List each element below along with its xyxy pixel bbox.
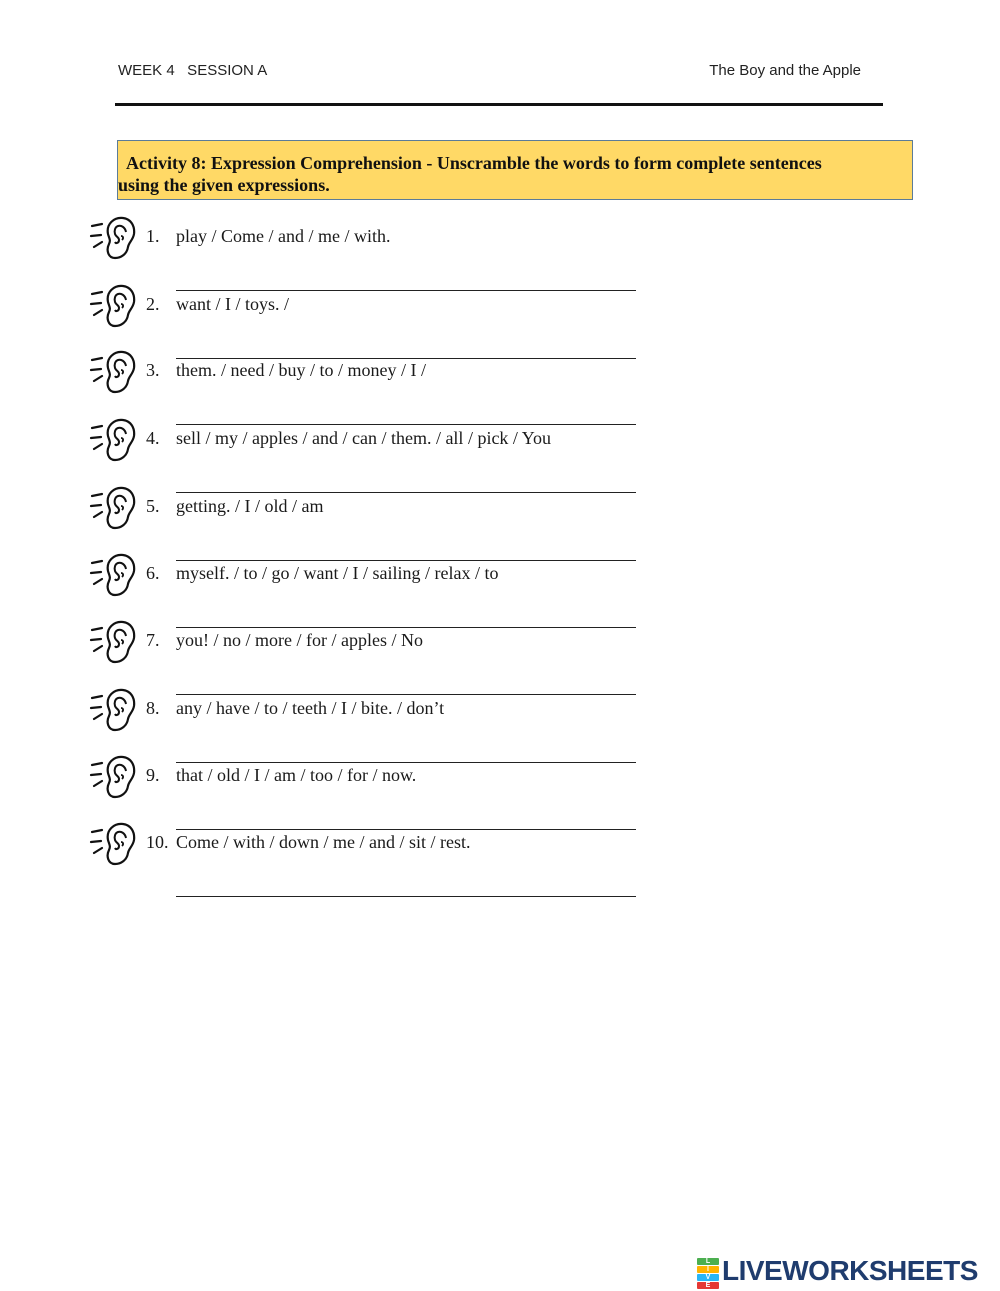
activity-title-line2: using the given expressions. xyxy=(118,175,330,195)
question-row xyxy=(88,555,688,615)
header-week-session: WEEK 4 SESSION A xyxy=(118,62,268,79)
scrambled-words: Come / with / down / me / and / sit / rest. xyxy=(176,832,471,852)
liveworksheets-logo xyxy=(697,1255,978,1289)
question-row xyxy=(88,286,688,346)
question-row xyxy=(88,488,688,548)
ear-listen-icon[interactable] xyxy=(88,753,138,801)
ear-listen-icon[interactable] xyxy=(88,618,138,666)
scrambled-words: you! / no / more / for / apples / No xyxy=(176,630,423,650)
question-row xyxy=(88,420,688,480)
logo-mark-letter: L xyxy=(697,1258,719,1265)
scrambled-words: getting. / I / old / am xyxy=(176,496,324,516)
question-row xyxy=(88,622,688,682)
ear-listen-icon[interactable] xyxy=(88,820,138,868)
question-number: 2. xyxy=(146,294,160,314)
question-number: 5. xyxy=(146,496,160,516)
question-number: 9. xyxy=(146,765,160,785)
ear-listen-icon[interactable] xyxy=(88,348,138,396)
activity-instructions-box xyxy=(117,140,913,200)
ear-listen-icon[interactable] xyxy=(88,282,138,330)
question-number: 1. xyxy=(146,226,160,246)
question-row xyxy=(88,824,688,884)
question-row xyxy=(88,757,688,817)
scrambled-words: myself. / to / go / want / I / sailing / relax / to xyxy=(176,563,499,583)
logo-mark-letter: I xyxy=(697,1266,719,1273)
scrambled-words: play / Come / and / me / with. xyxy=(176,226,391,246)
logo-mark-letter: V xyxy=(697,1274,719,1281)
liveworksheets-logo-text: LIVEWORKSHEETS xyxy=(722,1255,978,1286)
question-row xyxy=(88,690,688,750)
scrambled-words: them. / need / buy / to / money / I / xyxy=(176,360,426,380)
question-row xyxy=(88,352,688,412)
question-number: 4. xyxy=(146,428,160,448)
question-number: 10. xyxy=(146,832,169,852)
header-divider xyxy=(115,103,883,106)
header-story-title: The Boy and the Apple xyxy=(709,62,861,79)
liveworksheets-logo-mark xyxy=(697,1258,719,1289)
ear-listen-icon[interactable] xyxy=(88,484,138,532)
question-number: 6. xyxy=(146,563,160,583)
answer-input[interactable] xyxy=(176,870,636,897)
question-number: 3. xyxy=(146,360,160,380)
logo-mark-letter: E xyxy=(697,1282,719,1289)
ear-listen-icon[interactable] xyxy=(88,551,138,599)
ear-listen-icon[interactable] xyxy=(88,214,138,262)
scrambled-words: that / old / I / am / too / for / now. xyxy=(176,765,417,785)
question-number: 8. xyxy=(146,698,160,718)
scrambled-words: want / I / toys. / xyxy=(176,294,289,314)
scrambled-words: any / have / to / teeth / I / bite. / don’t xyxy=(176,698,445,718)
ear-listen-icon[interactable] xyxy=(88,686,138,734)
ear-listen-icon[interactable] xyxy=(88,416,138,464)
activity-title-line1: Activity 8: Expression Comprehension - Unscramble the words to form complete sentences xyxy=(126,153,822,173)
question-row xyxy=(88,218,688,278)
question-number: 7. xyxy=(146,630,160,650)
scrambled-words: sell / my / apples / and / can / them. / all / pick / You xyxy=(176,428,551,448)
